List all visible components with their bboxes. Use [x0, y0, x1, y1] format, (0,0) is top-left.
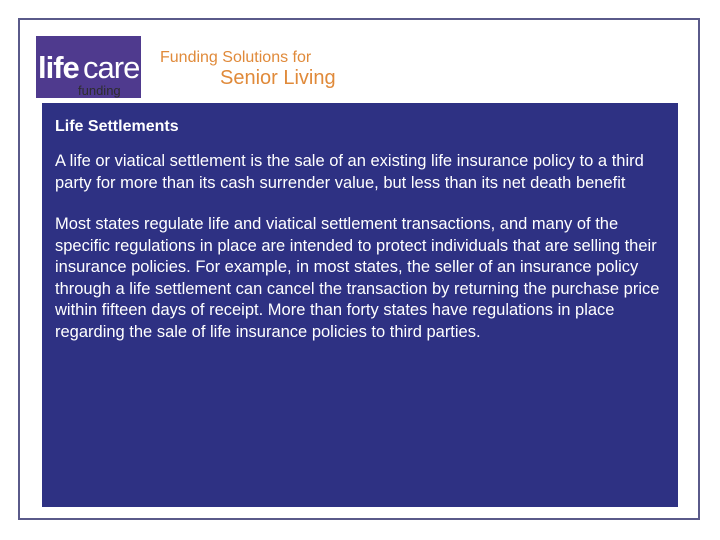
logo-word-life: life	[38, 50, 79, 85]
logo-word-funding: funding	[78, 83, 121, 98]
tagline-line-2: Senior Living	[220, 67, 336, 89]
logo-word-care: care	[83, 50, 140, 85]
content-panel	[42, 103, 678, 507]
tagline-line-1: Funding Solutions for	[160, 49, 312, 66]
paragraph-definition: A life or viatical settlement is the sale of an existing life insurance policy to a third party for more than its cash surrender value, but less than its net death benefit	[55, 152, 644, 192]
paragraph-regulation: Most states regulate life and viatical settlement transactions, and many of the specific regulations in place are intended to protect individuals that are selling their insurance policies. For example, in most states, the seller of an insurance policy through a life settlement can cancel the transaction by returning the purchase price within fifteen days of receipt. More than forty states have regulations in place regarding the sale of life insurance policies to third parties.	[55, 215, 660, 341]
section-heading: Life Settlements	[55, 118, 179, 135]
